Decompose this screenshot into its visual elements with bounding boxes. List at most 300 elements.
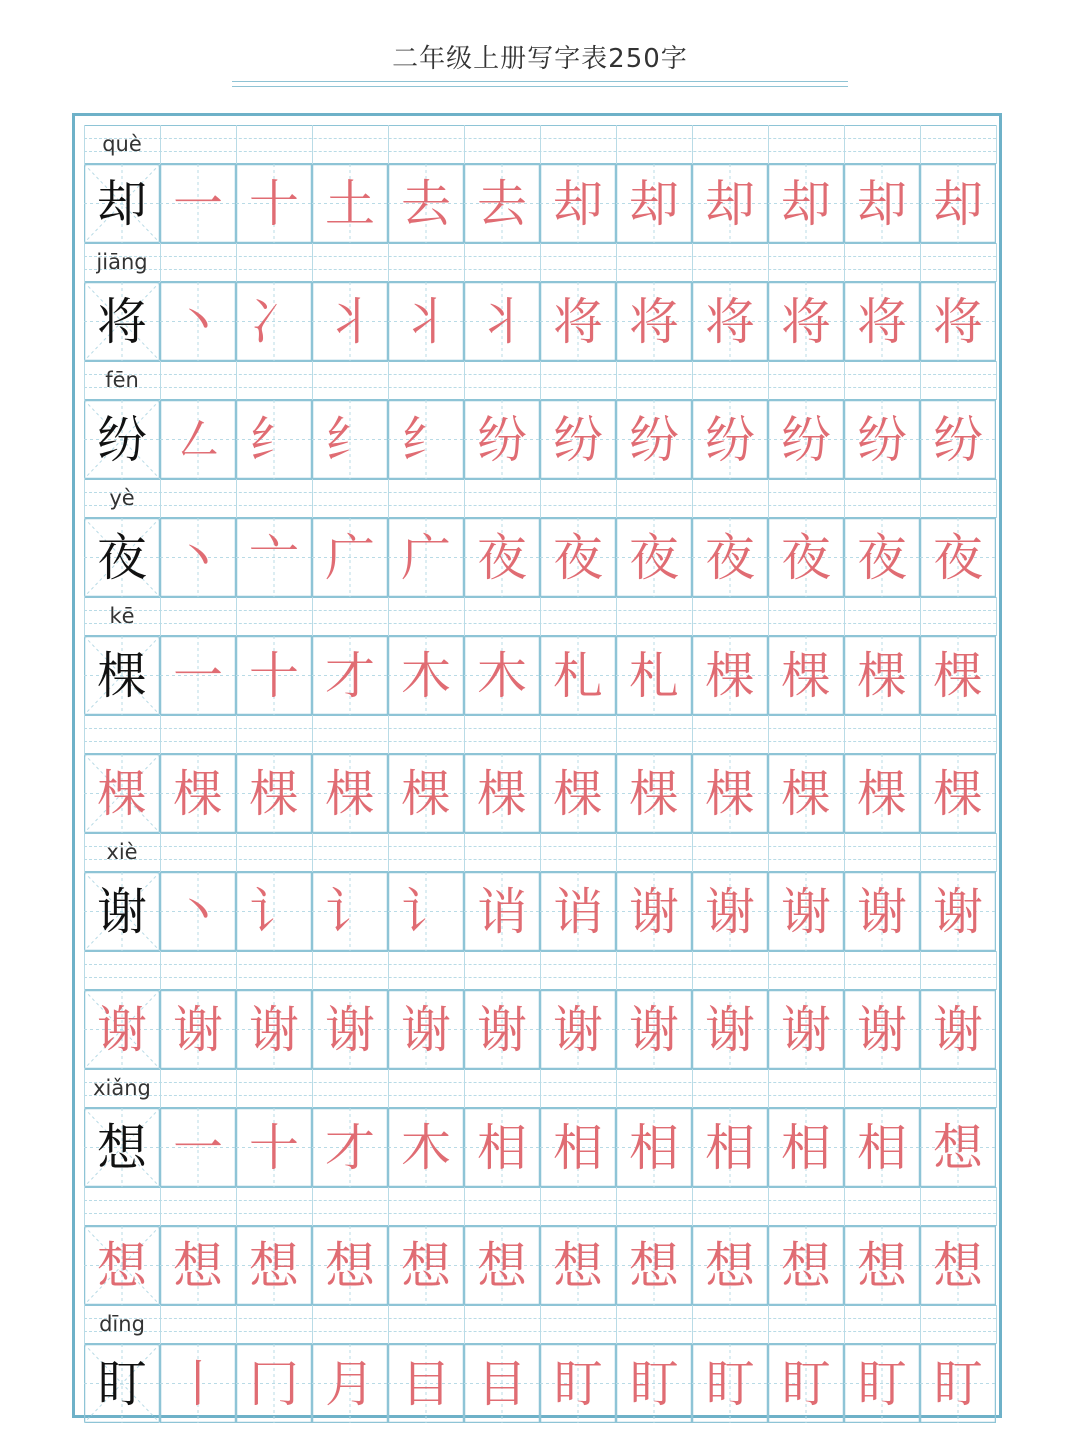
pinyin-column-line <box>160 833 161 872</box>
model-character-cell[interactable] <box>84 636 160 715</box>
pinyin-column-line <box>540 1069 541 1108</box>
stroke-step-character: 亠 <box>249 528 299 587</box>
trace-character-cell[interactable] <box>540 990 616 1069</box>
pinyin-column-line <box>920 125 921 164</box>
trace-character-cell[interactable] <box>160 400 236 479</box>
trace-character-cell[interactable] <box>920 164 996 243</box>
pinyin-column-line <box>616 125 617 164</box>
stroke-step-character: 棵 <box>325 764 375 823</box>
trace-character-cell[interactable] <box>312 754 388 833</box>
stroke-step-character: 冫 <box>249 292 299 351</box>
pinyin-column-line <box>692 1305 693 1344</box>
pinyin-column-line <box>160 715 161 754</box>
trace-character-cell[interactable] <box>464 1226 540 1305</box>
trace-character-cell[interactable] <box>692 754 768 833</box>
pinyin-column-line <box>768 597 769 636</box>
pinyin-column-line <box>160 243 161 282</box>
pinyin-column-line <box>236 1069 237 1108</box>
pinyin-column-line <box>768 951 769 990</box>
pinyin-column-line <box>692 243 693 282</box>
stroke-step-character: 目 <box>477 1354 527 1413</box>
pinyin-column-line <box>388 1187 389 1226</box>
trace-character-cell[interactable] <box>464 1108 540 1187</box>
practice-row <box>84 243 996 361</box>
pinyin-band <box>84 479 996 518</box>
pinyin-column-line <box>996 833 997 872</box>
stroke-step-character: 丨 <box>173 1354 223 1413</box>
stroke-step-character: 相 <box>553 1118 603 1177</box>
model-character: 将 <box>97 292 147 351</box>
trace-character-cell[interactable] <box>540 400 616 479</box>
practice-row <box>84 479 996 597</box>
stroke-step-character: 丶 <box>173 882 223 941</box>
pinyin-column-line <box>464 243 465 282</box>
trace-character-cell[interactable] <box>844 990 920 1069</box>
pinyin-label: fēn <box>105 368 139 392</box>
trace-character-cell[interactable] <box>312 636 388 715</box>
trace-character-cell[interactable] <box>388 164 464 243</box>
stroke-step-character: 将 <box>933 292 983 351</box>
trace-character-cell[interactable] <box>768 1344 844 1423</box>
trace-character-cell[interactable] <box>692 872 768 951</box>
trace-character-cell[interactable] <box>616 518 692 597</box>
pinyin-column-line <box>540 479 541 518</box>
trace-character-cell[interactable] <box>540 282 616 361</box>
trace-character-cell[interactable] <box>312 990 388 1069</box>
trace-character-cell[interactable] <box>160 1344 236 1423</box>
stroke-step-character: 纷 <box>553 410 603 469</box>
stroke-step-character: 棵 <box>629 764 679 823</box>
trace-character-cell[interactable] <box>236 990 312 1069</box>
trace-character-cell[interactable] <box>464 872 540 951</box>
model-character-cell[interactable] <box>84 990 160 1069</box>
trace-character-cell[interactable] <box>692 1108 768 1187</box>
stroke-step-character: 棵 <box>781 646 831 705</box>
trace-character-cell[interactable] <box>768 754 844 833</box>
trace-character-cell[interactable] <box>464 636 540 715</box>
pinyin-column-line <box>388 1069 389 1108</box>
stroke-step-character: 棵 <box>933 764 983 823</box>
pinyin-column-line <box>920 597 921 636</box>
practice-row <box>84 715 996 833</box>
pinyin-column-line <box>312 361 313 400</box>
pinyin-column-line <box>692 1187 693 1226</box>
stroke-step-character: 想 <box>933 1118 983 1177</box>
pinyin-column-line <box>692 125 693 164</box>
trace-character-cell[interactable] <box>844 1344 920 1423</box>
stroke-step-character: 盯 <box>933 1354 983 1413</box>
stroke-step-character: 纟 <box>325 410 375 469</box>
pinyin-column-line <box>996 361 997 400</box>
trace-character-cell[interactable] <box>312 872 388 951</box>
stroke-step-character: 才 <box>325 646 375 705</box>
pinyin-column-line <box>996 243 997 282</box>
stroke-step-character: 谢 <box>933 882 983 941</box>
trace-character-cell[interactable] <box>540 636 616 715</box>
stroke-step-character: 目 <box>401 1354 451 1413</box>
pinyin-column-line <box>996 951 997 990</box>
trace-character-cell[interactable] <box>616 164 692 243</box>
stroke-step-character: 谢 <box>705 882 755 941</box>
stroke-step-character: 棵 <box>477 764 527 823</box>
pinyin-column-line <box>236 243 237 282</box>
pinyin-column-line <box>692 833 693 872</box>
trace-character-cell[interactable] <box>236 400 312 479</box>
pinyin-band <box>84 597 996 636</box>
trace-character-cell[interactable] <box>464 164 540 243</box>
pinyin-column-line <box>844 715 845 754</box>
stroke-step-character: 却 <box>629 174 679 233</box>
model-character-cell[interactable] <box>84 872 160 951</box>
trace-character-cell[interactable] <box>160 872 236 951</box>
pinyin-column-line <box>540 597 541 636</box>
stroke-step-character: 想 <box>933 1236 983 1295</box>
stroke-step-character: 夜 <box>933 528 983 587</box>
trace-character-cell[interactable] <box>540 1226 616 1305</box>
tianzige-cells <box>84 754 996 833</box>
trace-character-cell[interactable] <box>236 1344 312 1423</box>
stroke-step-character: 相 <box>857 1118 907 1177</box>
pinyin-column-line <box>616 715 617 754</box>
trace-character-cell[interactable] <box>388 1108 464 1187</box>
pinyin-column-line <box>920 243 921 282</box>
trace-character-cell[interactable] <box>388 754 464 833</box>
pinyin-column-line <box>160 125 161 164</box>
trace-character-cell[interactable] <box>768 636 844 715</box>
stroke-step-character: 将 <box>629 292 679 351</box>
stroke-step-character: 谢 <box>705 1000 755 1059</box>
trace-character-cell[interactable] <box>692 636 768 715</box>
trace-character-cell[interactable] <box>920 282 996 361</box>
stroke-step-character: 想 <box>629 1236 679 1295</box>
pinyin-column-line <box>692 479 693 518</box>
trace-character-cell[interactable] <box>464 1344 540 1423</box>
trace-character-cell[interactable] <box>388 872 464 951</box>
pinyin-label: yè <box>109 486 135 510</box>
stroke-step-character: 纷 <box>629 410 679 469</box>
pinyin-column-line <box>160 1187 161 1226</box>
stroke-step-character: 十 <box>249 1118 299 1177</box>
trace-character-cell[interactable] <box>616 282 692 361</box>
stroke-step-character: 去 <box>477 174 527 233</box>
trace-character-cell[interactable] <box>388 1226 464 1305</box>
trace-character-cell[interactable] <box>464 518 540 597</box>
trace-character-cell[interactable] <box>236 164 312 243</box>
model-character: 想 <box>97 1236 147 1295</box>
stroke-step-character: 棵 <box>553 764 603 823</box>
trace-character-cell[interactable] <box>616 872 692 951</box>
trace-character-cell[interactable] <box>236 1226 312 1305</box>
pinyin-column-line <box>768 833 769 872</box>
pinyin-column-line <box>844 243 845 282</box>
trace-character-cell[interactable] <box>540 1344 616 1423</box>
pinyin-column-line <box>160 951 161 990</box>
pinyin-column-line <box>540 125 541 164</box>
stroke-step-character: 将 <box>781 292 831 351</box>
pinyin-column-line <box>844 361 845 400</box>
stroke-step-character: 想 <box>249 1236 299 1295</box>
stroke-step-character: 谢 <box>553 1000 603 1059</box>
trace-character-cell[interactable] <box>160 990 236 1069</box>
trace-character-cell[interactable] <box>768 872 844 951</box>
model-character-cell[interactable] <box>84 282 160 361</box>
trace-character-cell[interactable] <box>920 1344 996 1423</box>
tianzige-cells <box>84 164 996 243</box>
pinyin-column-line <box>692 951 693 990</box>
trace-character-cell[interactable] <box>768 518 844 597</box>
trace-character-cell[interactable] <box>388 518 464 597</box>
trace-character-cell[interactable] <box>844 400 920 479</box>
stroke-step-character: 谢 <box>401 1000 451 1059</box>
pinyin-label: jiāng <box>96 250 148 274</box>
trace-character-cell[interactable] <box>920 990 996 1069</box>
trace-character-cell[interactable] <box>920 1108 996 1187</box>
trace-character-cell[interactable] <box>160 1226 236 1305</box>
practice-row <box>84 125 996 243</box>
trace-character-cell[interactable] <box>464 400 540 479</box>
trace-character-cell[interactable] <box>236 872 312 951</box>
trace-character-cell[interactable] <box>540 872 616 951</box>
trace-character-cell[interactable] <box>692 1226 768 1305</box>
pinyin-column-line <box>692 361 693 400</box>
stroke-step-character: 谢 <box>857 1000 907 1059</box>
pinyin-column-line <box>464 361 465 400</box>
trace-character-cell[interactable] <box>312 1226 388 1305</box>
stroke-step-character: 夜 <box>629 528 679 587</box>
pinyin-band <box>84 243 996 282</box>
trace-character-cell[interactable] <box>312 518 388 597</box>
pinyin-column-line <box>312 951 313 990</box>
pinyin-column-line <box>996 1069 997 1108</box>
pinyin-column-line <box>540 833 541 872</box>
trace-character-cell[interactable] <box>540 1108 616 1187</box>
trace-character-cell[interactable] <box>768 1108 844 1187</box>
stroke-step-character: 月 <box>325 1354 375 1413</box>
trace-character-cell[interactable] <box>920 872 996 951</box>
model-character: 谢 <box>97 1000 147 1059</box>
tianzige-cells <box>84 1344 996 1423</box>
trace-character-cell[interactable] <box>692 164 768 243</box>
trace-character-cell[interactable] <box>768 1226 844 1305</box>
practice-row <box>84 1069 996 1187</box>
pinyin-column-line <box>844 951 845 990</box>
pinyin-column-line <box>844 1305 845 1344</box>
trace-character-cell[interactable] <box>920 1226 996 1305</box>
trace-character-cell[interactable] <box>768 990 844 1069</box>
stroke-step-character: 夜 <box>553 528 603 587</box>
pinyin-column-line <box>388 243 389 282</box>
trace-character-cell[interactable] <box>236 1108 312 1187</box>
tianzige-cells <box>84 400 996 479</box>
stroke-step-character: 一 <box>173 646 223 705</box>
pinyin-column-line <box>616 833 617 872</box>
trace-character-cell[interactable] <box>312 400 388 479</box>
page-title: 二年级上册写字表250字 <box>392 44 688 74</box>
trace-character-cell[interactable] <box>768 400 844 479</box>
stroke-step-character: 讠 <box>401 882 451 941</box>
trace-character-cell[interactable] <box>920 518 996 597</box>
stroke-step-character: 却 <box>781 174 831 233</box>
trace-character-cell[interactable] <box>236 636 312 715</box>
pinyin-column-line <box>160 1305 161 1344</box>
trace-character-cell[interactable] <box>312 164 388 243</box>
pinyin-column-line <box>236 1187 237 1226</box>
trace-character-cell[interactable] <box>692 282 768 361</box>
pinyin-column-line <box>388 1305 389 1344</box>
pinyin-column-line <box>312 1069 313 1108</box>
trace-character-cell[interactable] <box>464 282 540 361</box>
trace-character-cell[interactable] <box>160 636 236 715</box>
model-character: 棵 <box>97 764 147 823</box>
trace-character-cell[interactable] <box>388 282 464 361</box>
stroke-step-character: 棵 <box>781 764 831 823</box>
stroke-step-character: 相 <box>629 1118 679 1177</box>
trace-character-cell[interactable] <box>312 1344 388 1423</box>
stroke-step-character: 讠 <box>325 882 375 941</box>
model-character-cell[interactable] <box>84 1344 160 1423</box>
trace-character-cell[interactable] <box>160 518 236 597</box>
stroke-step-character: 谢 <box>781 1000 831 1059</box>
practice-row <box>84 1305 996 1423</box>
trace-character-cell[interactable] <box>160 754 236 833</box>
pinyin-column-line <box>236 597 237 636</box>
trace-character-cell[interactable] <box>844 754 920 833</box>
trace-character-cell[interactable] <box>388 400 464 479</box>
pinyin-column-line <box>920 1069 921 1108</box>
trace-character-cell[interactable] <box>844 282 920 361</box>
stroke-step-character: 却 <box>857 174 907 233</box>
trace-character-cell[interactable] <box>616 636 692 715</box>
stroke-step-character: 想 <box>477 1236 527 1295</box>
model-character: 谢 <box>97 882 147 941</box>
pinyin-column-line <box>160 597 161 636</box>
model-character-cell[interactable] <box>84 1108 160 1187</box>
trace-character-cell[interactable] <box>236 518 312 597</box>
trace-character-cell[interactable] <box>844 1108 920 1187</box>
stroke-step-character: 想 <box>325 1236 375 1295</box>
pinyin-column-line <box>768 125 769 164</box>
pinyin-column-line <box>844 125 845 164</box>
trace-character-cell[interactable] <box>692 518 768 597</box>
trace-character-cell[interactable] <box>464 754 540 833</box>
pinyin-column-line <box>84 715 85 754</box>
pinyin-column-line <box>312 125 313 164</box>
pinyin-column-line <box>692 1069 693 1108</box>
trace-character-cell[interactable] <box>616 754 692 833</box>
trace-character-cell[interactable] <box>692 1344 768 1423</box>
model-character-cell[interactable] <box>84 1226 160 1305</box>
stroke-step-character: 想 <box>781 1236 831 1295</box>
trace-character-cell[interactable] <box>692 400 768 479</box>
model-character-cell[interactable] <box>84 754 160 833</box>
stroke-step-character: 相 <box>477 1118 527 1177</box>
stroke-step-character: 札 <box>553 646 603 705</box>
model-character-cell[interactable] <box>84 518 160 597</box>
stroke-step-character: 夜 <box>477 528 527 587</box>
trace-character-cell[interactable] <box>616 400 692 479</box>
pinyin-column-line <box>236 715 237 754</box>
model-character-cell[interactable] <box>84 164 160 243</box>
trace-character-cell[interactable] <box>844 1226 920 1305</box>
trace-character-cell[interactable] <box>160 1108 236 1187</box>
pinyin-column-line <box>464 597 465 636</box>
pinyin-column-line <box>312 1187 313 1226</box>
pinyin-column-line <box>160 479 161 518</box>
trace-character-cell[interactable] <box>160 164 236 243</box>
trace-character-cell[interactable] <box>236 754 312 833</box>
stroke-step-character: 却 <box>553 174 603 233</box>
stroke-step-character: 棵 <box>857 764 907 823</box>
trace-character-cell[interactable] <box>768 282 844 361</box>
stroke-step-character: 诮 <box>477 882 527 941</box>
trace-character-cell[interactable] <box>616 1344 692 1423</box>
trace-character-cell[interactable] <box>616 1108 692 1187</box>
trace-character-cell[interactable] <box>388 990 464 1069</box>
stroke-step-character: 木 <box>477 646 527 705</box>
model-character-cell[interactable] <box>84 400 160 479</box>
trace-character-cell[interactable] <box>540 518 616 597</box>
pinyin-column-line <box>160 361 161 400</box>
trace-character-cell[interactable] <box>464 990 540 1069</box>
stroke-step-character: 棵 <box>401 764 451 823</box>
stroke-step-character: 广 <box>325 528 375 587</box>
trace-character-cell[interactable] <box>236 282 312 361</box>
trace-character-cell[interactable] <box>844 164 920 243</box>
stroke-step-character: 想 <box>553 1236 603 1295</box>
stroke-step-character: 盯 <box>629 1354 679 1413</box>
pinyin-column-line <box>844 479 845 518</box>
stroke-step-character: 盯 <box>705 1354 755 1413</box>
tianzige-cells <box>84 518 996 597</box>
trace-character-cell[interactable] <box>768 164 844 243</box>
stroke-step-character: 相 <box>781 1118 831 1177</box>
trace-character-cell[interactable] <box>388 636 464 715</box>
trace-character-cell[interactable] <box>692 990 768 1069</box>
pinyin-column-line <box>540 951 541 990</box>
stroke-step-character: 想 <box>401 1236 451 1295</box>
stroke-step-character: 纷 <box>705 410 755 469</box>
pinyin-column-line <box>768 1305 769 1344</box>
pinyin-column-line <box>996 125 997 164</box>
stroke-step-character: 土 <box>325 174 375 233</box>
trace-character-cell[interactable] <box>312 282 388 361</box>
stroke-step-character: 谢 <box>477 1000 527 1059</box>
trace-character-cell[interactable] <box>920 754 996 833</box>
trace-character-cell[interactable] <box>616 1226 692 1305</box>
tianzige-cells <box>84 990 996 1069</box>
pinyin-band <box>84 951 996 990</box>
trace-character-cell[interactable] <box>540 754 616 833</box>
pinyin-label: dīng <box>99 1312 145 1336</box>
trace-character-cell[interactable] <box>160 282 236 361</box>
tianzige-cells <box>84 872 996 951</box>
trace-character-cell[interactable] <box>540 164 616 243</box>
trace-character-cell[interactable] <box>616 990 692 1069</box>
trace-character-cell[interactable] <box>844 872 920 951</box>
pinyin-column-line <box>388 833 389 872</box>
pinyin-label: què <box>102 132 142 156</box>
pinyin-column-line <box>388 715 389 754</box>
trace-character-cell[interactable] <box>312 1108 388 1187</box>
pinyin-column-line <box>844 1069 845 1108</box>
stroke-step-character: 丶 <box>173 292 223 351</box>
trace-character-cell[interactable] <box>920 400 996 479</box>
trace-character-cell[interactable] <box>844 636 920 715</box>
trace-character-cell[interactable] <box>388 1344 464 1423</box>
trace-character-cell[interactable] <box>920 636 996 715</box>
stroke-step-character: 十 <box>249 646 299 705</box>
trace-character-cell[interactable] <box>844 518 920 597</box>
